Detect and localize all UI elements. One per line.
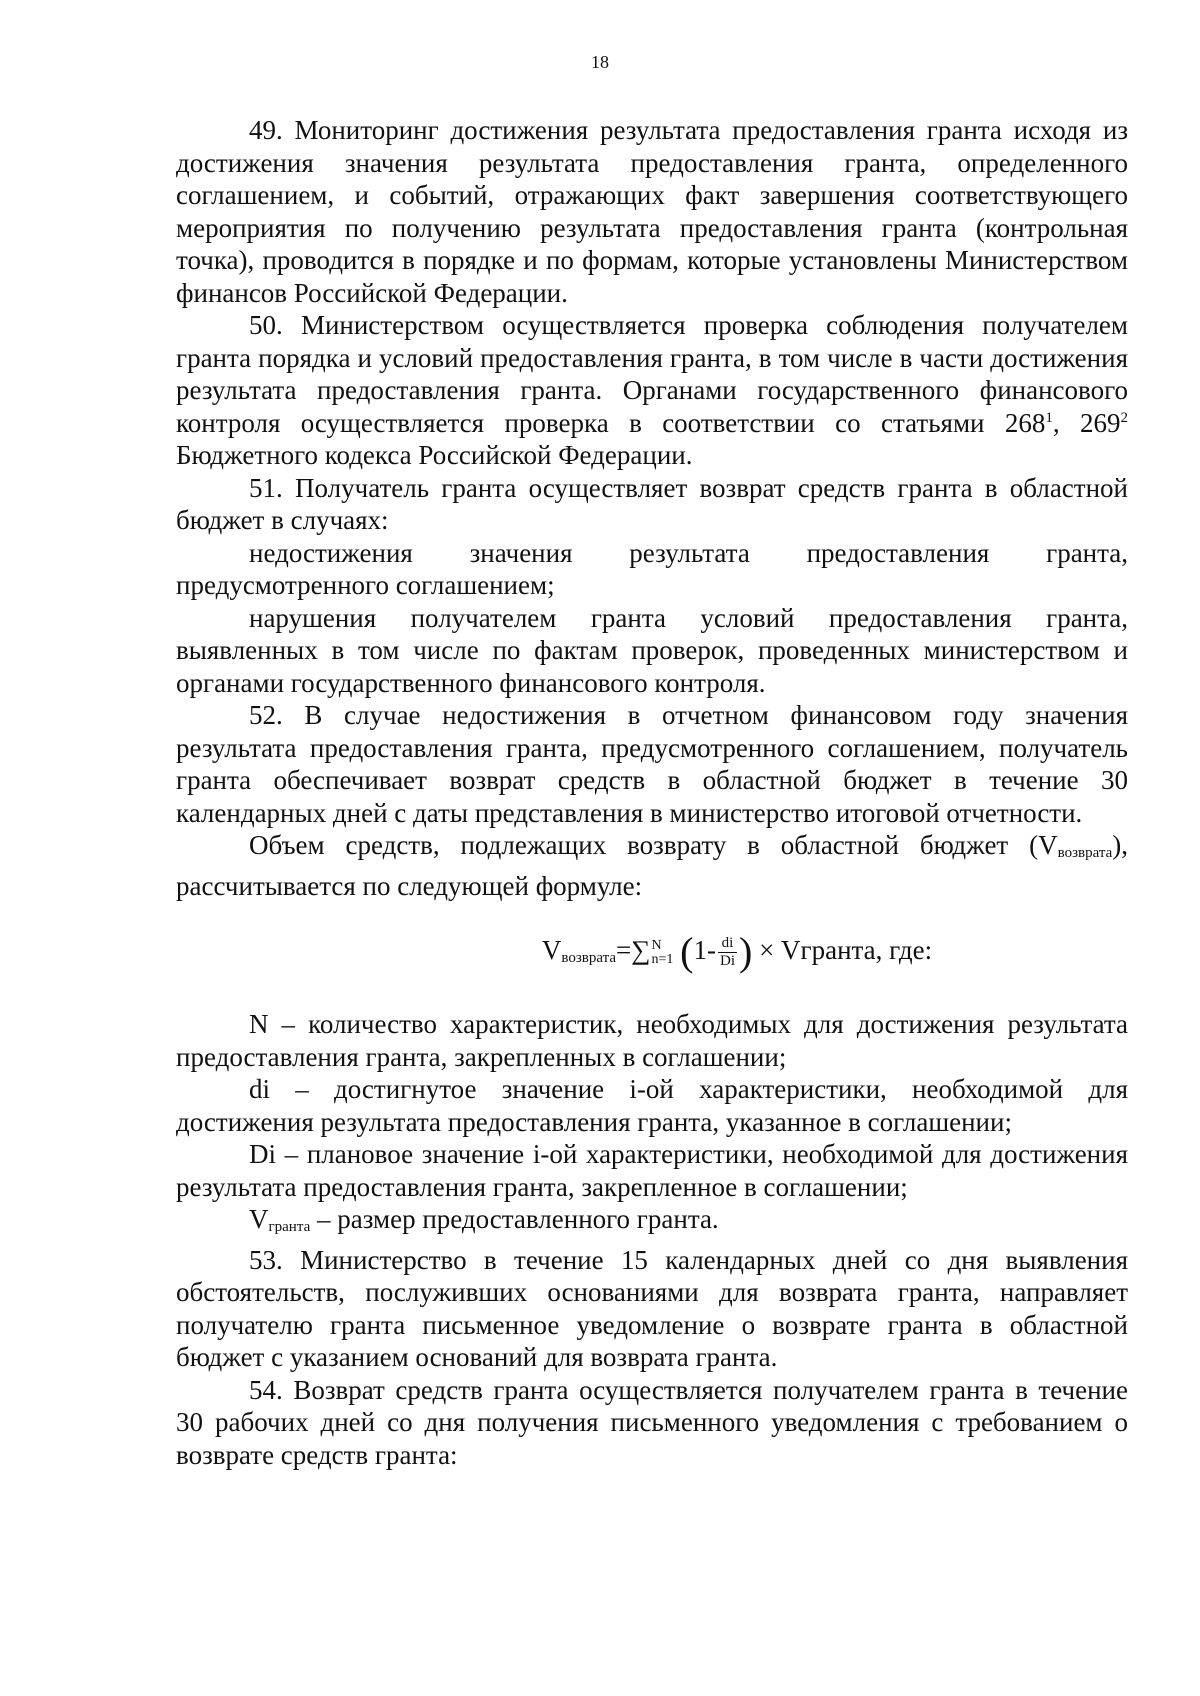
fraction-numerator: di	[718, 935, 737, 953]
formula-lhs-subscript: возврата	[561, 950, 617, 966]
fraction-denominator: Di	[719, 953, 735, 970]
paragraph-49: 49. Мониторинг достижения результата предоставления гранта исходя из достижения значения результата предоставления гранта, определенного соглашением, и событий, отражающих факт завершения соответствующего мероприятия по получению результата предоставления гранта (контрольная точка), проводится в порядке и по формам, которые установлены Министерством финансов Российской Федерации.	[176, 115, 1128, 308]
formula-close-paren: )	[738, 929, 753, 974]
formula-one-minus: 1-	[693, 935, 716, 965]
sum-upper-limit: N	[651, 937, 662, 953]
volume-text-b: ), рассчитывается по следующей формуле:	[176, 830, 1128, 901]
page-number: 18	[591, 52, 609, 72]
definition-V-letter: V	[249, 1204, 269, 1234]
superscript-2: 2	[1120, 409, 1129, 426]
superscript-1: 1	[1045, 409, 1053, 426]
definition-N: N – количество характеристик, необходимых для достижения результата предоставления гранта, закрепленных в соглашении;	[176, 1009, 1128, 1072]
paragraph-50-text-b: , 269	[1052, 407, 1121, 438]
definition-V-text: – размер предоставленного гранта.	[310, 1204, 719, 1234]
paragraph-51-case-2: нарушения получателем гранта условий предоставления гранта, выявленных в том числе по фактам проверок, проведенных министерством и органами государственного финансового контроля.	[176, 602, 1128, 698]
paragraph-51: 51. Получатель гранта осуществляет возврат средств гранта в областной бюджет в случаях:	[176, 472, 1128, 535]
definition-Di: Di – плановое значение i-ой характеристики, необходимой для достижения результата предоставления гранта, закрепленное в соглашении;	[176, 1139, 1128, 1202]
definition-V-subscript: гранта	[268, 1219, 311, 1235]
paragraph-54: 54. Возврат средств гранта осуществляется получателем гранта в течение 30 рабочих дней со дня получения письменного уведомления с требованием о возврате средств гранта:	[176, 1374, 1128, 1470]
sum-limits	[652, 939, 674, 967]
paragraph-51-case-1: недостижения значения результата предоставления гранта, предусмотренного соглашением;	[176, 537, 1128, 600]
definition-V	[176, 1203, 1128, 1244]
paragraph-50-text-c: Бюджетного кодекса Российской Федерации.	[176, 440, 693, 470]
volume-subscript: возврата	[1057, 845, 1113, 861]
definition-di: di – достигнутое значение i-ой характеристики, необходимой для достижения результата предоставления гранта, указанное в соглашении;	[176, 1074, 1128, 1137]
volume-text-a: Объем средств, подлежащих возврату в областной бюджет (V	[249, 830, 1058, 860]
sum-lower-limit: n=1	[651, 951, 674, 967]
paragraph-52: 52. В случае недостижения в отчетном финансовом году значения результата предоставления гранта, предусмотренного соглашением, получатель гранта обеспечивает возврат средств в областной бюджет в течение 30 календарных дней с даты представления в министерство итоговой отчетности.	[176, 700, 1128, 828]
formula-equals: =	[616, 935, 632, 965]
paragraph-53: 53. Министерство в течение 15 календарных дней со дня выявления обстоятельств, послуживших основаниями для возврата гранта, направляет получателю гранта письменное уведомление о возврате гранта в областной бюджет с указанием оснований для возврата гранта.	[176, 1244, 1128, 1372]
formula-tail: × Vгранта, где:	[752, 935, 933, 965]
formula-fraction	[718, 935, 737, 970]
document-body	[176, 114, 1128, 1471]
refund-formula	[176, 930, 1128, 978]
formula-open-paren: (	[680, 929, 694, 974]
paragraph-50	[176, 309, 1128, 472]
paragraph-52-volume	[176, 829, 1128, 902]
formula-lhs-letter: V	[541, 935, 562, 965]
sum-symbol: ∑	[631, 935, 651, 965]
paragraph-50-text-a: 50. Министерством осуществляется проверка соблюдения получателем гранта порядка и условий предоставления гранта, в том числе в части достижения результата предоставления гранта. Органами государственного финансового контроля осуществляется проверка в соответствии со статьями 268	[176, 310, 1128, 438]
